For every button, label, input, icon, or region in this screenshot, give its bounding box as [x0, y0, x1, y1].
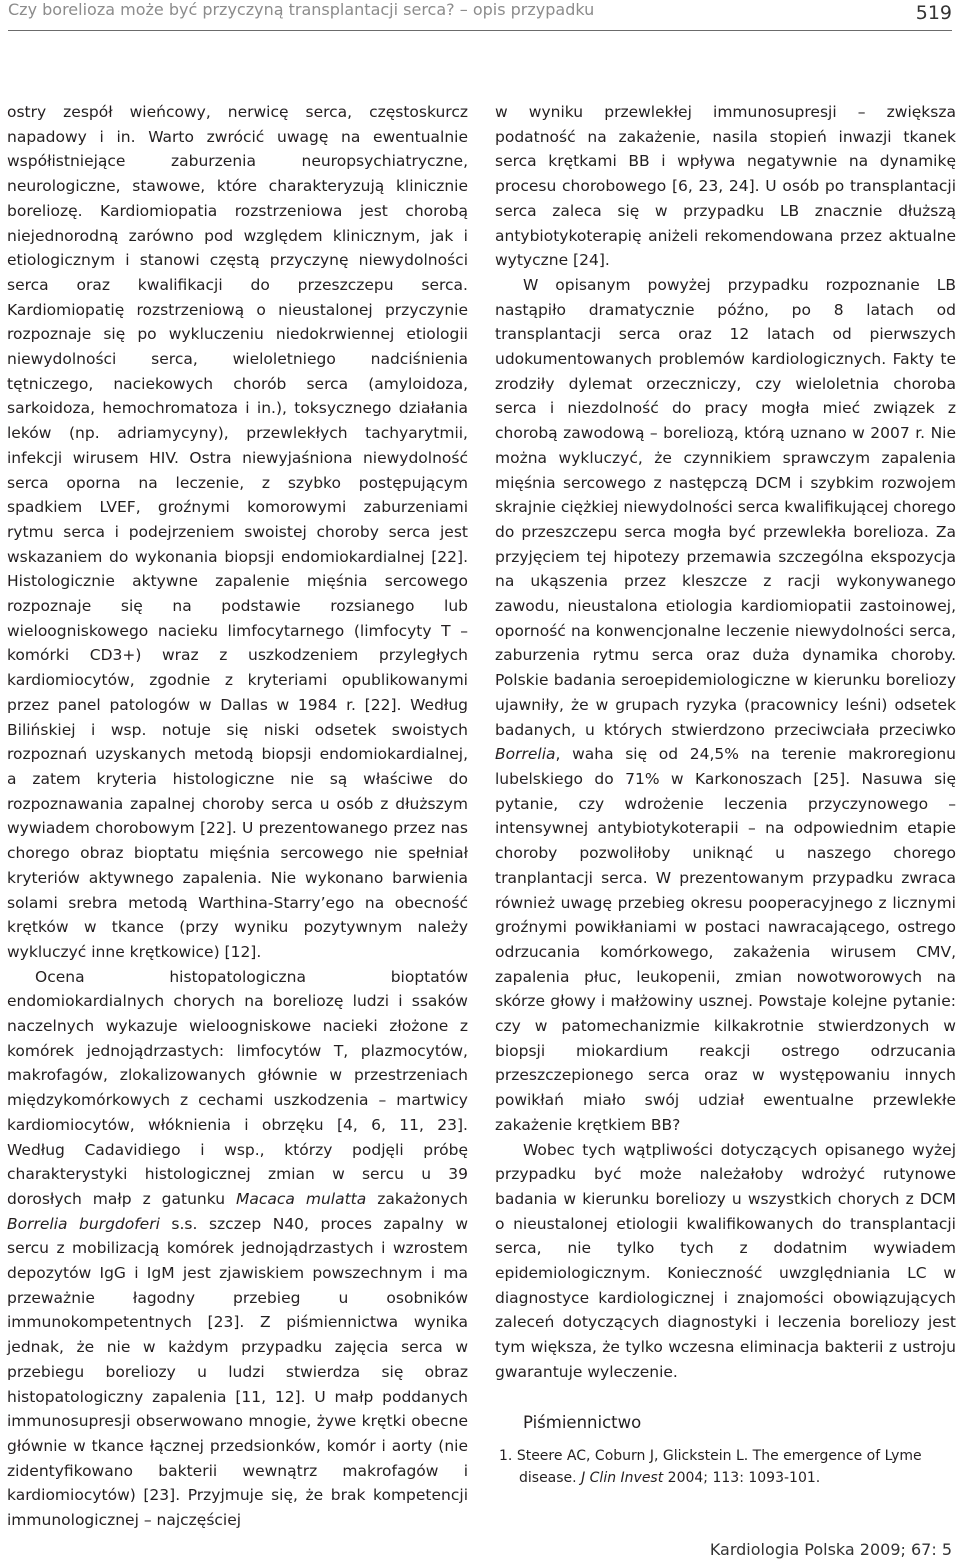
body-paragraph: W opisanym powyżej przypadku rozpoznanie LB nastąpiło dramatycznie późno, po 8 latach od transplantacji serca oraz 12 latach od pierwszych udokumentowanych problemów kardiologicznych. Fakty te zrodziły dylemat orzeczniczy, czy wieloletnia choroba serca i niezdolność do pracy mogła mieć związek z chorobą zawodową – boreliozą, którą uznano w 2007 r. Nie można wykluczyć, że czynnikiem sprawczym zapalenia mięśnia sercowego z następczą DCM i szybkim rozwojem skrajnie ciężkiej niewydolności serca kwalifikującej chorego do przeszczepu serca mogła być przewlekła borelioza. Za przyjęciem tej hipotezy przemawia szczególna ekspozycja na ukąszenia przez kleszcze z racji wykonywanego zawodu, nieustalona etiologia kardiomiopatii zastoinowej, oporność na konwencjonalne leczenie niewydolności serca, zaburzenia rytmu serca oraz duża dynamika choroby. Polskie badania seroepidemiologiczne w kierunku boreliozy ujawniły, że w grupach ryzyka (pracownicy leśni) odsetek badanych, u których stwierdzono przeciwciała przeciwko Borrelia, waha się od 24,5% na terenie makroregionu lubelskiego do 71% w Karkonoszach [25]. Nasuwa się pytanie, czy wdrożenie leczenia przyczynowego – intensywnej antybiotykoterapii – na odpowiednim etapie choroby pozwoliłoby uniknąć u naszego chorego tranplantacji serca. W prezentowanym przypadku zwraca również uwagę przebieg okresu pooperacyjnego z licznymi groźnymi powikłaniami w postaci nawracającego, ostrego odrzucania komórkowego, zakażenia wirusem CMV, zapalenia płuc, leukopenii, zmian nowotworowych na skórze głowy i małżowiny usznej. Powstaje kolejne pytanie: czy w patomechanizmie kilkakrotnie stwierdzonych w biopsji miokardium reakcji ostrego odrzucania przeszczepionego serca oraz w występowaniu innych powikłań miało swój udział ewentualne przewlekłe zakażenie krętkiem BB?	[495, 275, 956, 1134]
references-heading: Piśmiennictwo	[523, 1412, 642, 1432]
right-column	[495, 100, 956, 1489]
page-number: 519	[915, 2, 952, 24]
footer-journal: Kardiologia Polska 2009; 67: 5	[709, 1540, 952, 1559]
species-name: Macaca mulatta	[236, 1189, 367, 1208]
left-column	[7, 100, 468, 1533]
body-paragraph: ostry zespół wieńcowy, nerwicę serca, częstoskurcz napadowy i in. Warto zwrócić uwagę na ewentualnie współistniejące zaburzenia neuropsychiatryczne, neurologiczne, stawowe, które charakteryzują klinicznie boreliozę. Kardiomiopatia rozstrzeniowa jest chorobą niejednorodną zarówno pod względem klinicznym, jak i etiologicznym i stanowi częstą przyczynę niewydolności serca oraz kwalifikacji do przeszczepu serca. Kardiomiopatię rozstrzeniową o nieustalonej przyczynie rozpoznaje się po wykluczeniu niedokrwiennej etiologii niewydolności serca, wieloletniego nadciśnienia tętniczego, naciekowych chorób serca (amyloidoza, sarkoidoza, hemochromatoza i in.), toksycznego działania leków (np. adriamycyny), przewlekłych tachyarytmii, infekcji wirusem HIV. Ostra niewyjaśniona niewydolność serca oporna na leczenie, z szybko postępującym spadkiem LVEF, groźnymi komorowymi zaburzeniami rytmu serca i podejrzeniem swoistej choroby serca jest wskazaniem do wykonania biopsji endomiokardialnej [22]. Histologicznie aktywne zapalenie mięśnia sercowego rozpoznaje się na podstawie rozsianego lub wieloogniskowego nacieku limfocytarnego (limfocyty T – komórki CD3+) wraz z uszkodzeniem przyległych kardiomiocytów, zgodnie z kryteriami opublikowanymi przez panel patologów w Dallas w 1984 r. [22]. Według Bilińskiej i wsp. notuje się niski odsetek swoistych rozpoznań uzyskanych metodą biopsji endomiokardialnej, a zatem kryteria histologiczne nie są właściwe do rozpoznawania zapalnej choroby serca u osób z dłuższym wywiadem chorobowym [22]. U prezentowanego przez nas chorego obraz bioptatu mięśnia sercowego nie spełniał kryteriów aktywnego zapalenia. Nie wykonano barwienia solami srebra metodą Warthina-Starry’ego na obecność krętków w tkance (przy wyniku pozytywnym należy wykluczyć inne krętkowice) [12].	[7, 103, 468, 961]
genus-name: Borrelia	[495, 745, 556, 764]
body-paragraph: Wobec tych wątpliwości dotyczących opisanego wyżej przypadku być może należałoby wdrożyć rutynowe badania w kierunku boreliozy u wszystkich chorych z DCM o nieustalonej etiologii kwalifikowanych do transplantacji serca, nie tylko tych z dodatnim wywiadem epidemiologicznym. Konieczność uwzględniania LC w diagnostyce kardiologicznej i znajomości obowiązujących zaleceń dotyczących diagnostyki i leczenia boreliozy jest tym większa, że tylko wczesna eliminacja bakterii z ustroju gwarantuje wyleczenie.	[495, 1140, 956, 1381]
running-head	[8, 0, 952, 31]
bacterium-name: Borrelia burgdoferi	[7, 1214, 160, 1233]
body-paragraph: w wyniku przewlekłej immunosupresji – zwiększa podatność na zakażenie, nasila stopień inwazji tkanek serca krętkami BB i wpływa negatywnie na dynamikę procesu chorobowego [6, 23, 24]. U osób po transplantacji serca zaleca się w przypadku LB znacznie dłuższą antybiotykoterapię aniżeli rekomendowana przez aktualne wytyczne [24].	[495, 103, 956, 270]
running-title: Czy borelioza może być przyczyną transplantacji serca? – opis przypadku	[8, 0, 595, 19]
reference-item: 1. Steere AC, Coburn J, Glickstein L. The emergence of Lyme disease. J Clin Invest 2004; 113: 1093-101.	[499, 1448, 922, 1487]
references-list	[495, 1445, 956, 1489]
body-paragraph: Ocena histopatologiczna bioptatów endomiokardialnych chorych na boreliozę ludzi i ssaków naczelnych wykazuje wieloogniskowe nacieki złożone z komórek jednojądrzastych: limfocytów T, plazmocytów, makrofagów, zlokalizowanych głównie w przestrzeniach międzykomórkowych z cechami uszkodzenia – martwicy kardiomiocytów, włóknienia i obrzęku [4, 6, 11, 23]. Według Cadavidiego i wsp., którzy podjęli próbę charakterystyki histologicznej zmian w sercu u 39 dorosłych małp z gatunku Macaca mulatta zakażonych Borrelia burgdoferi s.s. szczep N40, proces zapalny w sercu z mobilizacją komórek jednojądrzastych i wzrostem depozytów IgG i IgM jest zjawiskiem powszechnym i ma przeważnie łagodny przebieg u osobników immunokompetentnych [23]. Z piśmiennictwa wynika jednak, że nie w każdym przypadku zajęcia serca w przebiegu boreliozy u ludzi stwierdza się obraz histopatologiczny zapalenia [11, 12]. U małp poddanych immunosupresji obserwowano mnogie, żywe krętki obecne głównie w tkance łącznej przedsionków, komór i aorty (nie zidentyfikowano bakterii wewnątrz makrofagów i kardiomiocytów) [23]. Przyjmuje się, że brak kompetencji immunologicznej – najczęściej	[7, 967, 468, 1530]
